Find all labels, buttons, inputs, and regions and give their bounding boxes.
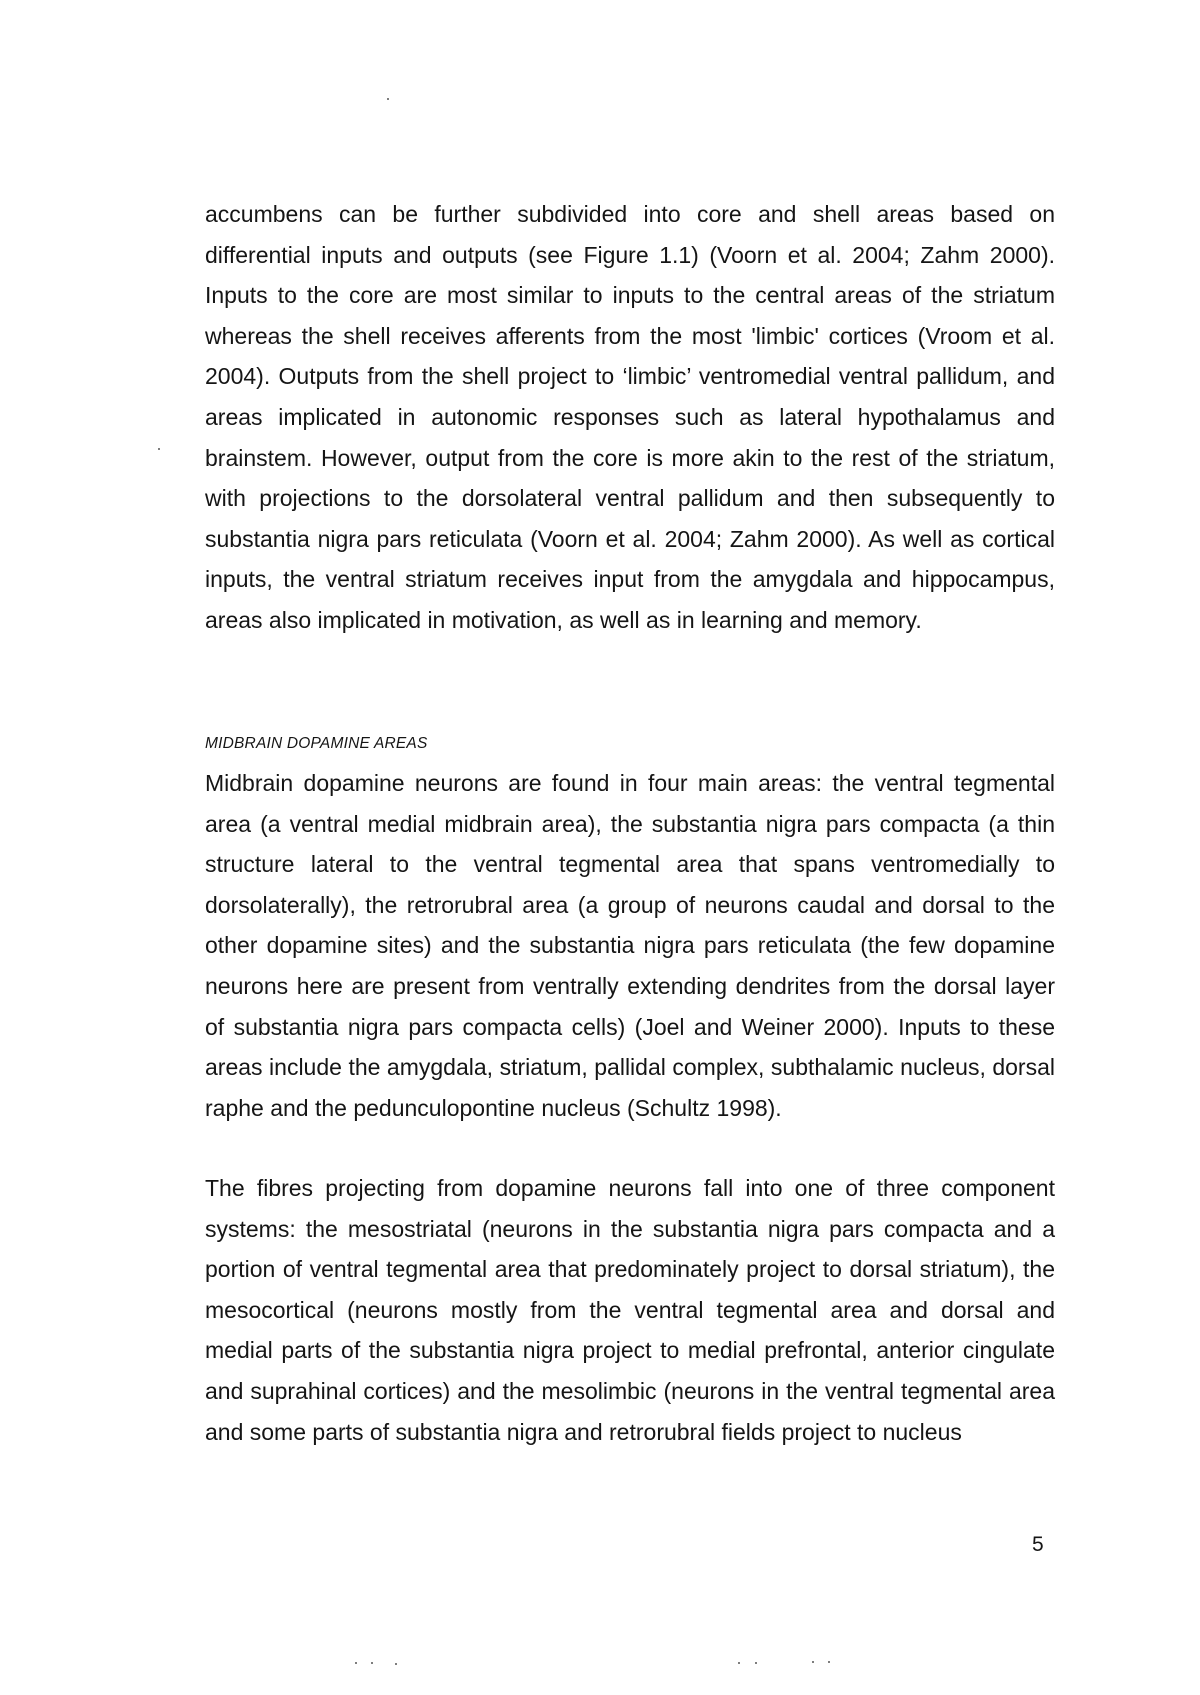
- paragraph-midbrain-dopamine: Midbrain dopamine neurons are found in four main areas: the ventral tegmental area (a ventral medial midbrain area), the substantia nigra pars compacta (a thin structure lateral to the ventral tegmental area that spans ventromedially to dorsolaterally), the retrorubral area (a group of neurons caudal and dorsal to the other dopamine sites) and the substantia nigra pars reticulata (the few dopamine neurons here are present from ventrally extending dendrites from the dorsal layer of substantia nigra pars compacta cells) (Joel and Weiner 2000). Inputs to these areas include the amygdala, striatum, pallidal complex, subthalamic nucleus, dorsal raphe and the pedunculopontine nucleus (Schultz 1998).: [205, 770, 1055, 1121]
- paragraph-dopamine-fibres: The fibres projecting from dopamine neurons fall into one of three component systems: the mesostriatal (neurons in the substantia nigra pars compacta and a portion of ventral tegmental area that predominately project to dorsal striatum), the mesocortical (neurons mostly from the ventral tegmental area and dorsal and medial parts of the substantia nigra project to medial prefrontal, anterior cingulate and suprahinal cortices) and the mesolimbic (neurons in the ventral tegmental area and some parts of substantia nigra and retrorubral fields project to nucleus: [205, 1175, 1055, 1445]
- scan-speck: [371, 1662, 373, 1664]
- scan-speck: [828, 1661, 830, 1663]
- scan-speck: [395, 1663, 397, 1665]
- scan-speck: [158, 448, 160, 450]
- scan-speck: [755, 1662, 757, 1664]
- page-number: 5: [1032, 1533, 1044, 1556]
- scan-speck: [387, 98, 389, 100]
- paragraph-ventral-striatum: accumbens can be further subdivided into core and shell areas based on differential inputs and outputs (see Figure 1.1) (Voorn et al. 2004; Zahm 2000). Inputs to the core are most similar to inputs to the central areas of the striatum whereas the shell receives afferents from the most 'limbic' cortices (Vroom et al. 2004). Outputs from the shell project to ‘limbic’ ventromedial ventral pallidum, and areas implicated in autonomic responses such as lateral hypothalamus and brainstem. However, output from the core is more akin to the rest of the striatum, with projections to the dorsolateral ventral pallidum and then subsequently to substantia nigra pars reticulata (Voorn et al. 2004; Zahm 2000). As well as cortical inputs, the ventral striatum receives input from the amygdala and hippocampus, areas also implicated in motivation, as well as in learning and memory.: [205, 201, 1055, 633]
- scan-speck: [738, 1662, 740, 1664]
- scan-speck: [812, 1661, 814, 1663]
- section-heading: MIDBRAIN DOPAMINE AREAS: [205, 735, 428, 752]
- scan-speck: [355, 1662, 357, 1664]
